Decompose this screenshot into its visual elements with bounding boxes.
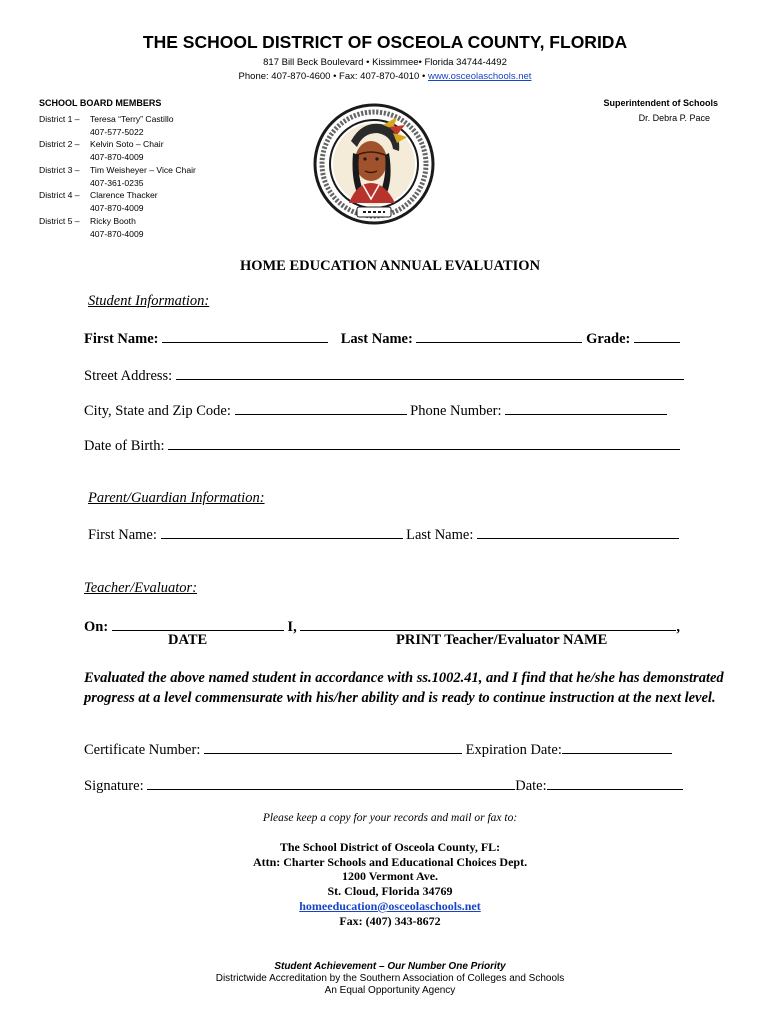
district-seal-icon — [313, 103, 435, 225]
mailing-line-1: The School District of Osceola County, FL: — [279, 840, 501, 854]
certificate-number-field[interactable] — [204, 739, 462, 754]
signature-row — [84, 775, 683, 795]
last-name-label: Last Name: — [340, 331, 413, 347]
parent-first-name-field[interactable] — [161, 524, 403, 539]
mailing-note: Please keep a copy for your records and mail or fax to: — [262, 812, 518, 824]
mailing-address — [0, 840, 770, 928]
parent-last-name-field[interactable] — [477, 524, 679, 539]
city-state-zip-label: City, State and Zip Code: — [84, 403, 231, 419]
member-phone: 407-870-4009 — [90, 202, 144, 213]
district-label: District 4 – — [39, 190, 80, 200]
expiration-date-label: Expiration Date: — [465, 742, 562, 758]
street-address-label: Street Address: — [84, 368, 173, 384]
on-label: On: — [84, 619, 109, 635]
certificate-row — [84, 739, 672, 759]
website-link[interactable]: www.osceolaschools.net — [427, 71, 532, 82]
parent-first-name-label: First Name: — [88, 527, 157, 543]
mailing-fax: Fax: (407) 343-8672 — [339, 913, 441, 928]
city-phone-row — [84, 400, 667, 420]
district-label: District 1 – — [39, 114, 80, 124]
district-label: District 2 – — [39, 139, 80, 149]
parent-section-heading: Parent/Guardian Information: — [88, 490, 265, 506]
member-name: Ricky Booth — [90, 216, 136, 226]
district-label: District 3 – — [39, 165, 80, 175]
city-state-zip-field[interactable] — [235, 400, 407, 415]
date-caption: DATE — [168, 632, 208, 648]
parent-last-name-label: Last Name: — [406, 527, 474, 543]
footer-motto: Student Achievement – Our Number One Priority — [274, 961, 506, 972]
member-name: Teresa “Terry” Castillo — [90, 114, 174, 124]
teacher-section-heading: Teacher/Evaluator: — [84, 580, 198, 596]
member-name: Tim Weisheyer – Vice Chair — [90, 165, 196, 175]
student-section-heading: Student Information: — [88, 293, 210, 309]
evaluator-name-field[interactable] — [300, 616, 676, 631]
parent-name-row — [88, 524, 679, 544]
board-member-5 — [39, 215, 144, 240]
member-phone: 407-577-5022 — [90, 126, 144, 137]
mailing-line-4: St. Cloud, Florida 34769 — [327, 884, 453, 899]
superintendent-name: Dr. Debra P. Pace — [638, 113, 710, 123]
superintendent-title: Superintendent of Schools — [603, 98, 718, 108]
student-last-name-field[interactable] — [416, 328, 582, 343]
form-title: HOME EDUCATION ANNUAL EVALUATION — [239, 258, 541, 274]
signature-field[interactable] — [147, 775, 515, 790]
signature-label: Signature: — [84, 778, 144, 794]
trailing-comma: , — [676, 619, 680, 635]
i-label: I, — [287, 619, 297, 635]
student-first-name-field[interactable] — [162, 328, 328, 343]
phone-number-label: Phone Number: — [410, 403, 502, 419]
board-member-1 — [39, 113, 174, 138]
board-member-3 — [39, 164, 196, 189]
grade-label: Grade: — [586, 331, 631, 347]
footer — [0, 961, 770, 997]
footer-accreditation: Districtwide Accreditation by the Southern Association of Colleges and Schools — [215, 973, 565, 984]
board-members-title: SCHOOL BOARD MEMBERS — [39, 98, 162, 108]
district-title: THE SCHOOL DISTRICT OF OSCEOLA COUNTY, FLORIDA — [142, 32, 628, 52]
footer-agency: An Equal Opportunity Agency — [324, 985, 456, 996]
member-phone: 407-870-4009 — [90, 228, 144, 239]
street-address-row — [84, 365, 684, 385]
evaluation-date-field[interactable] — [112, 616, 284, 631]
district-label: District 5 – — [39, 216, 80, 226]
date-of-birth-field[interactable] — [168, 435, 680, 450]
grade-field[interactable] — [634, 328, 680, 343]
member-name: Kelvin Soto – Chair — [90, 139, 164, 149]
contact-phone-fax: Phone: 407-870-4600 • Fax: 407-870-4010 • — [238, 71, 428, 82]
date-of-birth-label: Date of Birth: — [84, 438, 165, 454]
first-name-label: First Name: — [84, 331, 159, 347]
student-name-row — [84, 328, 680, 348]
mailing-line-3: 1200 Vermont Ave. — [341, 869, 439, 884]
certificate-number-label: Certificate Number: — [84, 742, 201, 758]
signature-date-label: Date: — [515, 778, 547, 794]
board-member-4 — [39, 189, 158, 214]
district-address: 817 Bill Beck Boulevard • Kissimmee• Florida 34744-4492 — [263, 57, 507, 68]
evaluation-statement: Evaluated the above named student in accordance with ss.1002.41, and I find that he/she has demonstrated progress at a level commensurate with his/her ability and is ready to continue instruction at the next level. — [84, 670, 724, 706]
member-phone: 407-361-0235 — [90, 177, 144, 188]
mailing-line-2: Attn: Charter Schools and Educational Choices Dept. — [252, 854, 528, 869]
district-contact — [0, 71, 770, 82]
phone-number-field[interactable] — [505, 400, 667, 415]
expiration-date-field[interactable] — [562, 739, 672, 754]
member-name: Clarence Thacker — [90, 190, 158, 200]
dob-row — [84, 435, 680, 455]
evaluator-name-caption: PRINT Teacher/Evaluator NAME — [396, 632, 608, 648]
signature-date-field[interactable] — [547, 775, 683, 790]
street-address-field[interactable] — [176, 365, 684, 380]
board-member-2 — [39, 138, 164, 163]
email-link[interactable]: homeeducation@osceolaschools.net — [299, 898, 481, 913]
member-phone: 407-870-4009 — [90, 151, 144, 162]
